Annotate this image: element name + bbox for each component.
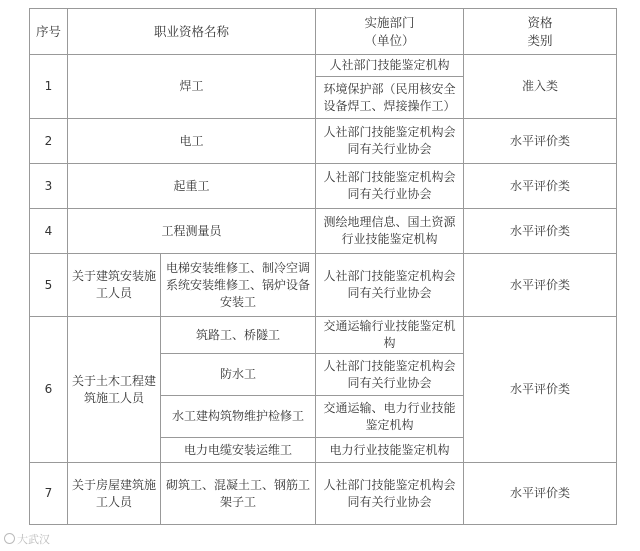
dept-cell: 测绘地理信息、国土资源行业技能鉴定机构 — [316, 209, 464, 254]
name-cell: 焊工 — [68, 55, 316, 119]
name-cell: 电力电缆安装运维工 — [161, 438, 316, 463]
seq-cell: 4 — [30, 209, 68, 254]
name-cell: 电工 — [68, 119, 316, 164]
name-cell: 水工建构筑物维护检修工 — [161, 396, 316, 438]
name-cell: 防水工 — [161, 354, 316, 396]
table-row — [30, 119, 617, 164]
header-name: 职业资格名称 — [68, 9, 316, 55]
seq-cell: 5 — [30, 254, 68, 317]
type-cell: 水平评价类 — [464, 119, 617, 164]
seq-cell: 1 — [30, 55, 68, 119]
table-row — [30, 254, 617, 317]
watermark — [4, 531, 50, 547]
type-cell: 水平评价类 — [464, 317, 617, 463]
header-type-line2: 类别 — [527, 32, 553, 48]
dept-cell: 人社部门技能鉴定机构会同有关行业协会 — [316, 164, 464, 209]
name-cell: 筑路工、桥隧工 — [161, 317, 316, 354]
header-type — [464, 9, 617, 55]
table-row — [30, 55, 617, 77]
type-cell: 水平评价类 — [464, 164, 617, 209]
watermark-text: 大武汉 — [17, 533, 50, 546]
header-row — [30, 9, 617, 55]
dept-cell: 人社部门技能鉴定机构会同有关行业协会 — [316, 463, 464, 525]
table-row — [30, 164, 617, 209]
table-row — [30, 317, 617, 354]
type-cell: 水平评价类 — [464, 463, 617, 525]
dept-cell: 电力行业技能鉴定机构 — [316, 438, 464, 463]
dept-cell: 人社部门技能鉴定机构会同有关行业协会 — [316, 254, 464, 317]
header-seq: 序号 — [30, 9, 68, 55]
header-dept — [316, 9, 464, 55]
header-type-line1: 资格 — [527, 14, 553, 30]
table-row — [30, 209, 617, 254]
dept-cell: 交通运输、电力行业技能鉴定机构 — [316, 396, 464, 438]
type-cell: 准入类 — [464, 55, 617, 119]
type-cell: 水平评价类 — [464, 254, 617, 317]
dept-cell: 人社部门技能鉴定机构 — [316, 55, 464, 77]
watermark-icon — [4, 533, 15, 544]
header-dept-line2: （单位） — [364, 32, 415, 48]
seq-cell: 7 — [30, 463, 68, 525]
dept-cell: 人社部门技能鉴定机构会同有关行业协会 — [316, 354, 464, 396]
group-cell: 关于建筑安装施工人员 — [68, 254, 161, 317]
header-dept-line1: 实施部门 — [364, 14, 415, 30]
seq-cell: 2 — [30, 119, 68, 164]
name-cell: 砌筑工、混凝土工、钢筋工架子工 — [161, 463, 316, 525]
group-cell: 关于土木工程建筑施工人员 — [68, 317, 161, 463]
name-cell: 起重工 — [68, 164, 316, 209]
seq-cell: 6 — [30, 317, 68, 463]
name-cell: 电梯安装维修工、制冷空调系统安装维修工、锅炉设备安装工 — [161, 254, 316, 317]
type-cell: 水平评价类 — [464, 209, 617, 254]
dept-cell: 环境保护部（民用核安全设备焊工、焊接操作工） — [316, 77, 464, 119]
seq-cell: 3 — [30, 164, 68, 209]
dept-cell: 人社部门技能鉴定机构会同有关行业协会 — [316, 119, 464, 164]
qualification-table — [29, 8, 617, 525]
dept-cell: 交通运输行业技能鉴定机构 — [316, 317, 464, 354]
table-row — [30, 463, 617, 525]
name-cell: 工程测量员 — [68, 209, 316, 254]
group-cell: 关于房屋建筑施工人员 — [68, 463, 161, 525]
